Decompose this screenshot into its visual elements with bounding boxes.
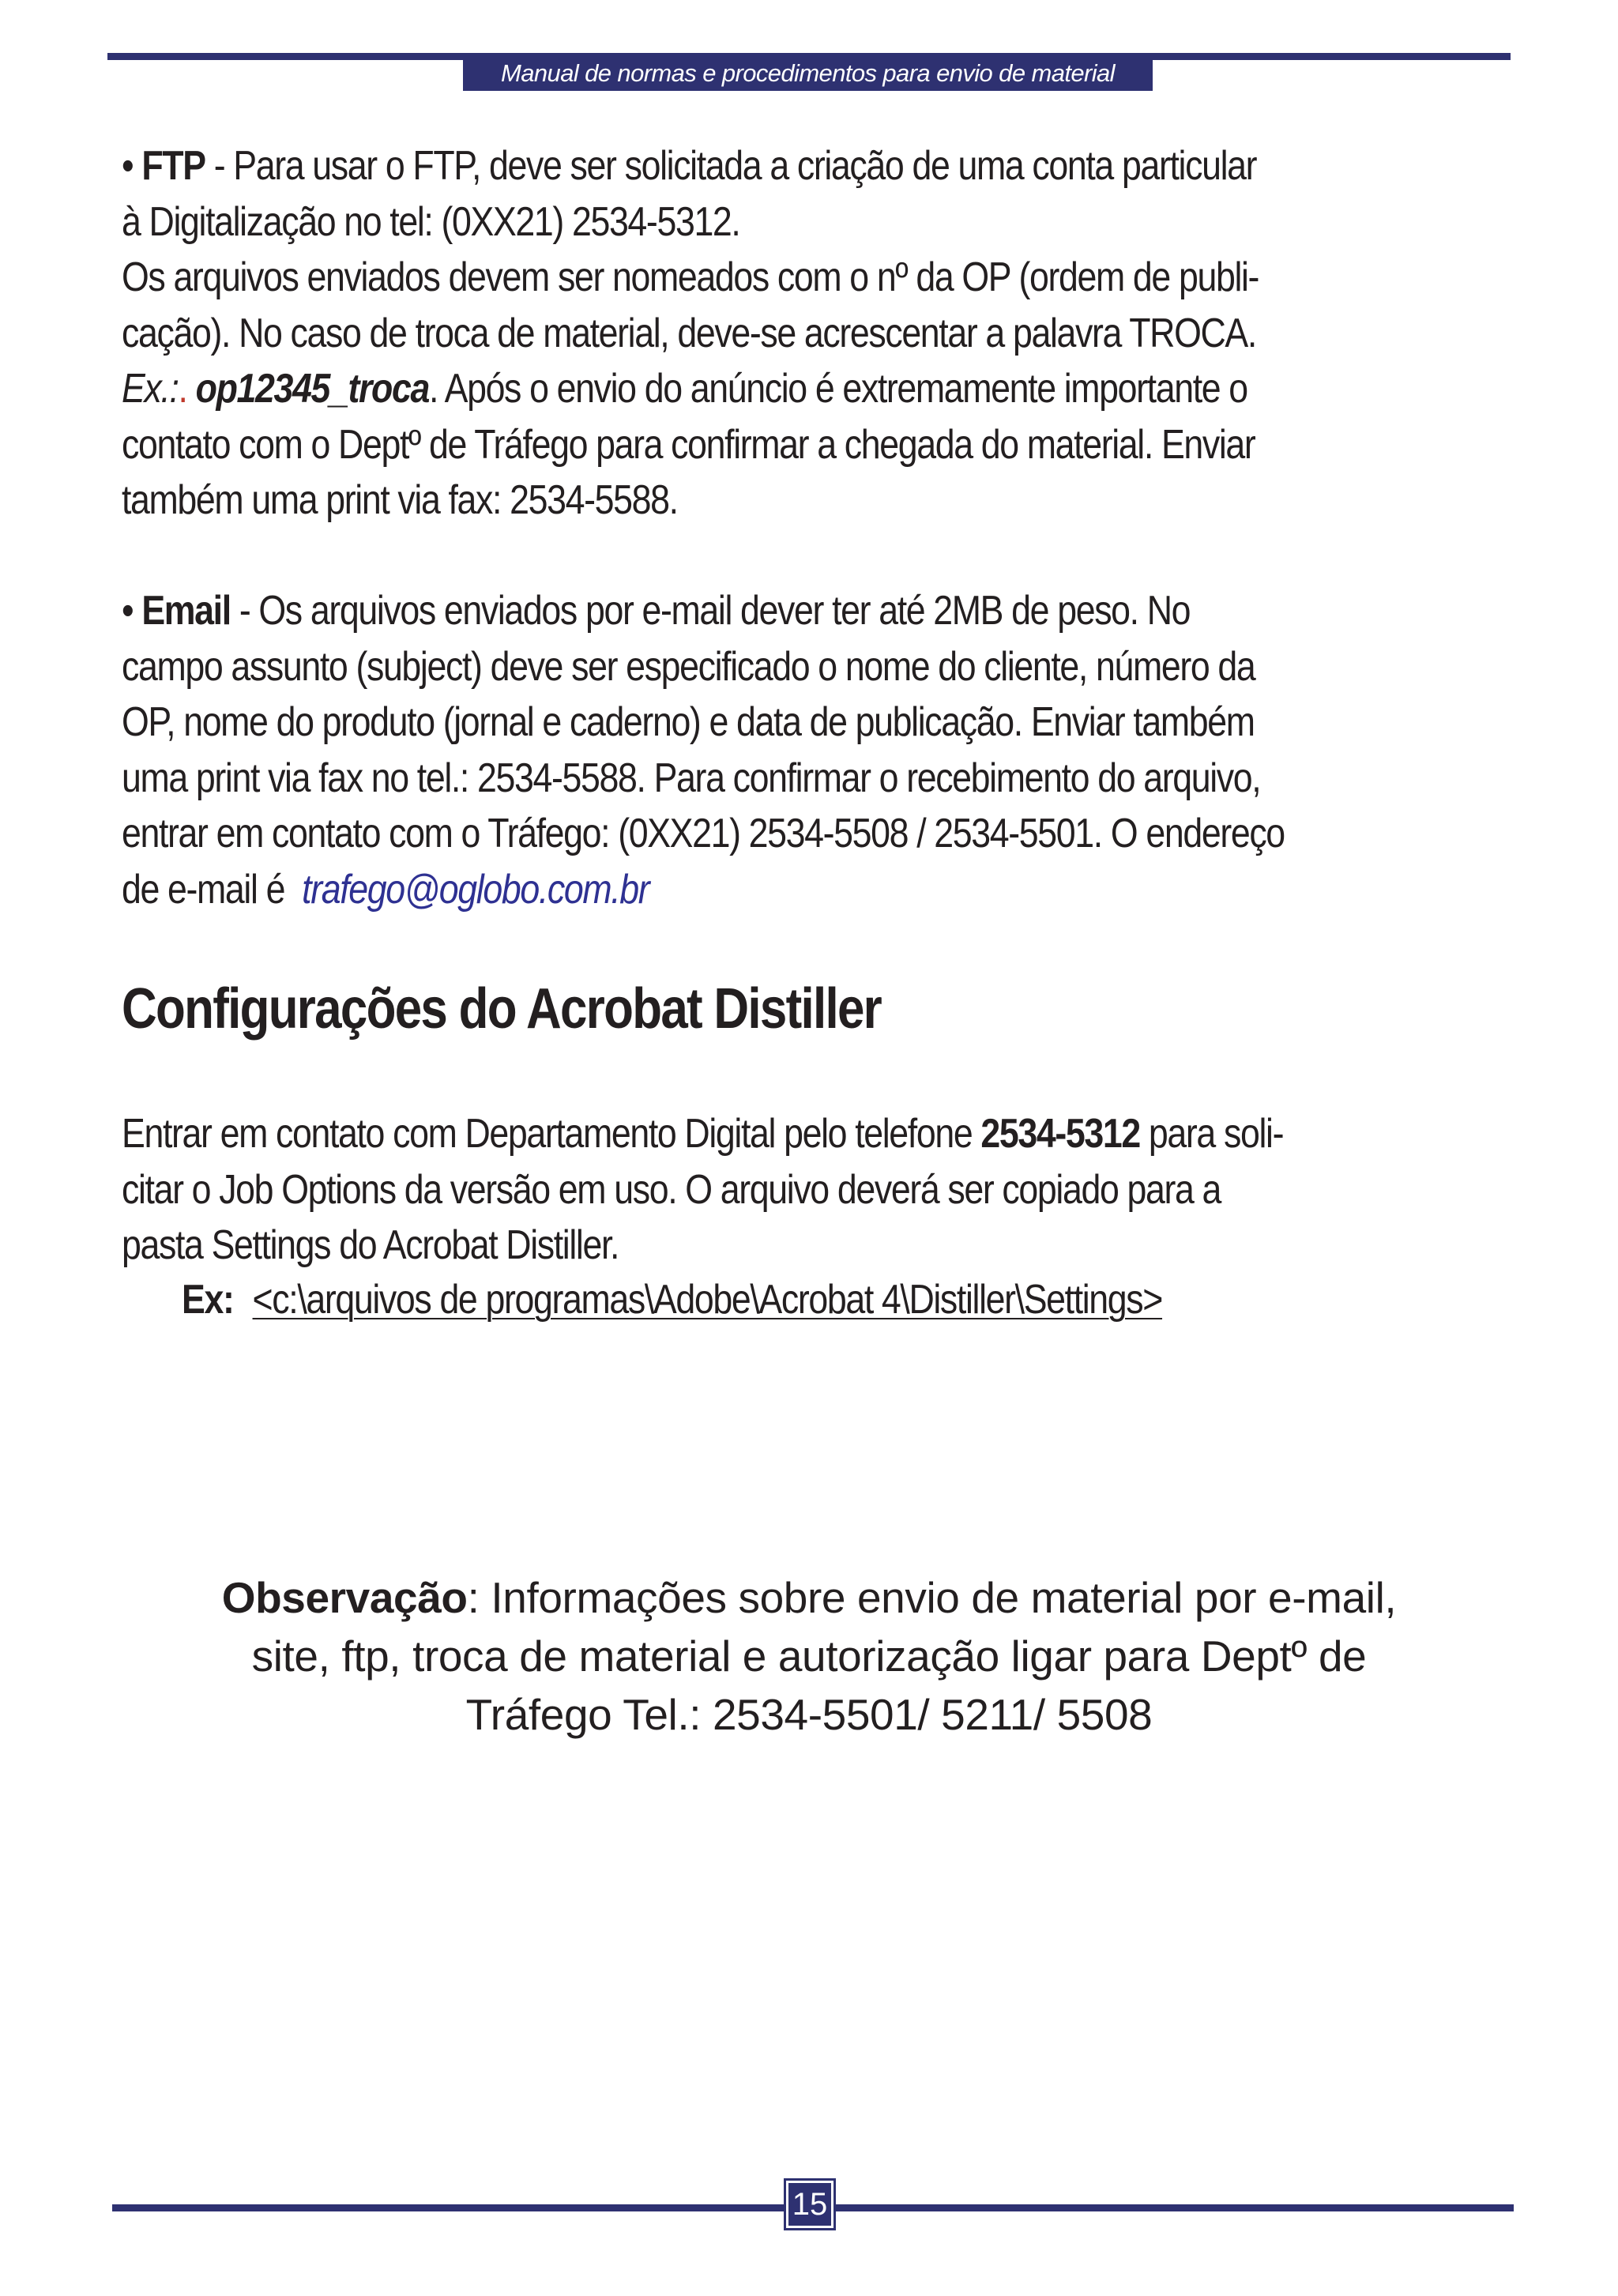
ftp-label: FTP (141, 143, 205, 189)
email-line-6: de e-mail é trafego@oglobo.com.br (122, 866, 649, 913)
acrobat-section (122, 1106, 1304, 1274)
ftp-line-6: contato com o Deptº de Tráfego para confirmar a chegada do material. Enviar (122, 421, 1255, 468)
observation-note (98, 1568, 1520, 1744)
ftp-line-5: Ex.:. op12345_troca. Após o envio do anúncio é extremamente importante o (122, 366, 1247, 412)
observation-line-3: Tráfego Tel.: 2534-5501/ 5211/ 5508 (465, 1690, 1153, 1739)
ftp-example-colon: . (178, 366, 187, 412)
ftp-line-3: Os arquivos enviados devem ser nomeados com o nº da OP (ordem de publi- (122, 254, 1259, 300)
ftp-line-2: à Digitalização no tel: (0XX21) 2534-5312. (122, 198, 740, 245)
acrobat-phone: 2534-5312 (980, 1111, 1140, 1157)
email-line-2: campo assunto (subject) deve ser especificado o nome do cliente, número da (122, 643, 1255, 690)
email-label: Email (141, 588, 231, 634)
acrobat-section-title: Configurações do Acrobat Distiller (122, 977, 882, 1041)
acrobat-line-2: citar o Job Options da versão em uso. O arquivo deverá ser copiado para a (122, 1166, 1221, 1213)
page-number: 15 (788, 2183, 831, 2226)
page-number-box (784, 2178, 836, 2230)
acrobat-line-3: pasta Settings do Acrobat Distiller. (122, 1222, 619, 1268)
observation-line-2: site, ftp, troca de material e autorização ligar para Deptº de (251, 1632, 1367, 1681)
ftp-line-7: também uma print via fax: 2534-5588. (122, 477, 678, 523)
ftp-line-4: cação). No caso de troca de material, deve-se acrescentar a palavra TROCA. (122, 310, 1256, 356)
email-address-link[interactable]: trafego@oglobo.com.br (302, 866, 649, 913)
ftp-section (122, 138, 1304, 529)
ftp-example-filename: op12345_troca (195, 366, 429, 412)
header-title: Manual de normas e procedimentos para envio de material (463, 56, 1153, 91)
email-section (122, 583, 1304, 917)
acrobat-line-1: Entrar em contato com Departamento Digital pelo telefone 2534-5312 para soli- (122, 1111, 1284, 1157)
ftp-example-label: Ex.: (122, 366, 179, 412)
observation-line-1: Observação: Informações sobre envio de material por e-mail, (221, 1573, 1397, 1622)
observation-label: Observação (221, 1573, 468, 1622)
email-line-4: uma print via fax no tel.: 2534-5588. Para confirmar o recebimento do arquivo, (122, 755, 1261, 801)
email-line-3: OP, nome do produto (jornal e caderno) e data de publicação. Enviar também (122, 699, 1255, 745)
acrobat-example-label: Ex: (182, 1277, 234, 1323)
acrobat-example-path: <c:\arquivos de programas\Adobe\Acrobat 4\Distiller\Settings> (252, 1277, 1163, 1323)
ftp-line-1: • FTP - Para usar o FTP, deve ser solicitada a criação de uma conta particular (122, 143, 1257, 189)
email-line-5: entrar em contato com o Tráfego: (0XX21) 2534-5508 / 2534-5501. O endereço (122, 811, 1285, 856)
acrobat-example (182, 1272, 1162, 1327)
email-line-1: • Email - Os arquivos enviados por e-mail dever ter até 2MB de peso. No (122, 588, 1191, 634)
